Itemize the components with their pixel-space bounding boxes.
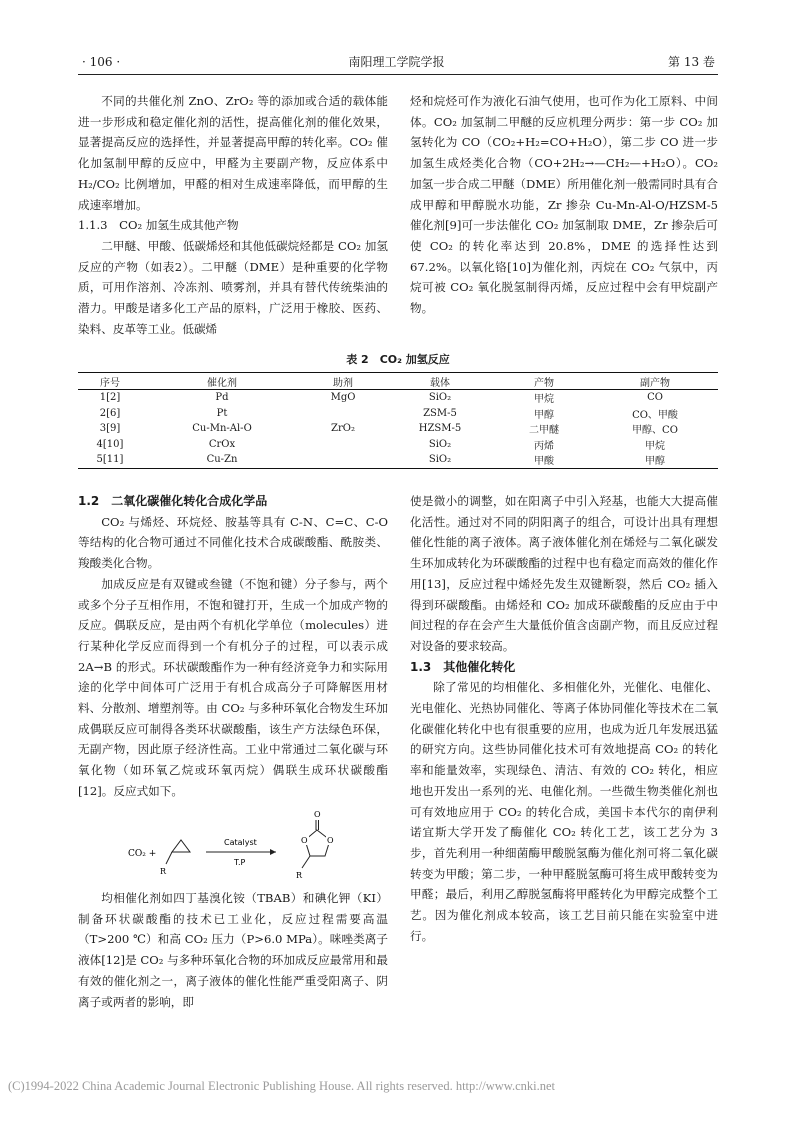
paragraph: 加成反应是有双键或叁键（不饱和键）分子参与，两个或多个分子互相作用，不饱和键打开，生成一个加成产物的反应。偶联反应，是由两个有机化学单位（molecules）进行某种化学反应而得到一个有机分子的过程，可以表示成 2A→B 的形式。环状碳酸酯作为一种有经济竞争力和实际用途的化学中间体可广泛用于有机合成高分子可降解医用材料、分散剂、增塑剂等。由 CO₂ 与多种环氧化合物发生环加成偶联反应可制得各类环状碳酸酯，该生产方法绿色环保，无副产物，因此原子经济性高。工业中常通过二氧化碳与环氧化物（如环氧乙烷或环氧丙烷）偶联生成环状碳酸酯[12]。反应式如下。: [78, 576, 388, 798]
column-header: 助剂: [302, 373, 384, 390]
header-rule: [78, 74, 718, 75]
table-cell: 丙烯: [534, 440, 554, 452]
volume-label: 第 13 卷: [668, 55, 715, 69]
epoxide-r-label: R: [160, 867, 167, 876]
table-cell: 甲醇: [534, 409, 554, 421]
catalyst-label: Catalyst: [224, 838, 257, 847]
column-header: 序号: [78, 373, 142, 390]
carbonate-r-label: R: [296, 871, 303, 880]
table-cell: SiO₂: [428, 392, 452, 404]
table-cell: [302, 452, 384, 468]
table-cell: Cu-Zn: [142, 452, 302, 468]
epoxide-r-bond: [166, 852, 172, 864]
table-cell: CO、甲酸: [632, 409, 678, 421]
table-cell: 甲酸: [496, 452, 592, 468]
right-column-bottom: [410, 491, 718, 946]
table-cell: SiO₂: [428, 438, 452, 450]
paragraph: 烃和烷烃可作为液化石油气使用，也可作为化工原料、中间体。CO₂ 加氢制二甲醚的反应机理分两步：第一步 CO₂ 加氢转化为 CO（CO₂+H₂=CO+H₂O），第二步 CO 进一步加氢生成烃类化合物（CO+2H₂→—CH₂—+H₂O）。CO₂ 加氢一步合成二甲醚（DME）所用催化剂一般需同时具有合成甲醇和甲醇脱水功能，Zr 掺杂 Cu-Mn-Al-O/HZSM-5 催化剂[9]可一步法催化 CO₂ 加氢制取 DME，Zr 掺杂后可使 CO₂ 的转化率达到 20.8%，DME 的选择性达到 67.2%。以氧化铬[10]为催化剂，丙烷在 CO₂ 气氛中，丙烷可被 CO₂ 氧化脱氢制得丙烯，反应过程中会有甲烷副产物。: [410, 94, 718, 316]
left-column-bottom: [78, 491, 388, 802]
table-cell: 5[11]: [78, 452, 142, 468]
column-header: 产物: [496, 373, 592, 390]
ring-oxygen-left: O: [301, 836, 308, 845]
table-cell: [302, 406, 384, 422]
table-cell: 1[2]: [99, 392, 121, 404]
table-row: [78, 421, 718, 437]
table-cell: ZrO₂: [331, 423, 355, 435]
table-row: [78, 406, 718, 422]
table-cell: 4[10]: [96, 438, 124, 450]
section-heading-1-1-3: 1.1.3 CO₂ 加氢生成其他产物: [78, 218, 239, 233]
table-row: [78, 437, 718, 453]
conditions-label: T.P: [234, 858, 246, 867]
column-header: 载体: [384, 373, 496, 390]
table-cell: ZSM-5: [423, 407, 457, 419]
paragraph: 均相催化剂如四丁基溴化铵（TBAB）和碘化钾（KI）制备环状碳酸酯的技术已工业化，反应过程需要高温（T>200 ℃）和高 CO₂ 压力（P>6.0 MPa）。咪唑类离子液体[12]是 CO₂ 与多种环氧化合物的环加成反应最常用和最有效的催化剂之一，离子液体的催化性能严重受阳离子、阴离子或两者的影响，即: [78, 891, 388, 1009]
column-header: 副产物: [592, 373, 718, 390]
data-table: [78, 372, 718, 469]
table-cell: MgO: [330, 392, 356, 404]
page-number: · 106 ·: [82, 55, 121, 69]
right-column-top: [410, 91, 718, 319]
table-cell: HZSM-5: [418, 423, 462, 435]
reaction-arrowhead: [270, 849, 276, 855]
carbonyl-oxygen: O: [314, 810, 321, 819]
left-column-tail: [78, 888, 388, 1012]
carbonate-r-bond: [302, 856, 310, 868]
section-heading-1-2: 1.2 二氧化碳催化转化合成化学品: [78, 494, 268, 508]
table-cell: 甲烷: [645, 440, 665, 452]
table-cell: 甲醇、CO: [632, 425, 678, 437]
table-cell: 3[9]: [99, 423, 121, 435]
paragraph: 使是微小的调整，如在阳离子中引入羟基，也能大大提高催化活性。通过对不同的阴阳离子的组合，可设计出具有理想催化性能的离子液体。离子液体催化剂在烯烃与二氧化碳发生环加成转化为环碳酸酯的过程中也有稳定而高效的催化作用[13]，反应过程中烯烃先发生双键断裂，然后 CO₂ 插入得到环碳酸酯。由烯烃和 CO₂ 加成环碳酸酯的反应由于中间过程的存在会产生大量低价值含卤副产物，而且反应过程对设备的要求较高。: [410, 494, 718, 653]
journal-title: 南阳理工学院学报: [348, 55, 445, 69]
paragraph: 二甲醚、甲酸、低碳烯烃和其他低碳烷烃都是 CO₂ 加氢反应的产物（如表2）。二甲醚（DME）是种重要的化学物质，可用作溶剂、冷冻剂、喷雾剂，并具有替代传统柴油的潜力。甲酸是诸多化工产品的原料，广泛用于橡胶、医药、染料、皮革等工业。低碳烯: [78, 238, 388, 336]
table-cell: CrOx: [208, 438, 236, 450]
section-heading-1-3: 1.3 其他催化转化: [410, 659, 516, 674]
table-caption: 表 2 CO₂ 加氢反应: [346, 353, 450, 366]
column-header: 催化剂: [142, 373, 302, 390]
table-cell: [302, 437, 384, 453]
table-cell: 2[6]: [99, 407, 121, 419]
paragraph: 除了常见的均相催化、多相催化外，光催化、电催化、光电催化、光热协同催化、等离子体协同催化等技术在二氧化碳催化转化中也有很重要的应用，也成为近几年发展迅猛的研究方向。这些协同催化技术可有效地提高 CO₂ 的转化率和能量效率，实现绿色、清洁、有效的 CO₂ 转化，相应地也开发出一系列的光、电催化剂。一些微生物类催化剂也可有效地应用于 CO₂ 的转化合成，美国卡本代尔的南伊利诺宜斯大学开发了酶催化 CO₂ 转化工艺，该工艺分为 3 步，首先利用一种细菌酶甲酸脱氢酶为催化剂可将二氧化碳转变为甲酸；第二步，一种甲醛脱氢酶可将生成甲酸转变为甲醛；最后，利用乙醇脱氢酶将甲醛转化为甲醇完成整个工艺。因为催化剂成本较高，该工艺目前只能在实验室中进行。: [410, 680, 718, 943]
table-row: [78, 452, 718, 468]
table-header-row: [78, 373, 718, 390]
reaction-scheme: [120, 808, 380, 886]
co2-reactant-label: CO₂ +: [128, 849, 157, 859]
table-cell: Cu-Mn-Al-O: [192, 423, 252, 435]
table-cell: 二甲醚: [529, 425, 559, 437]
table-cell: 甲醇: [592, 452, 718, 468]
table-cell: Pt: [216, 407, 228, 419]
left-column-top: [78, 91, 388, 339]
paragraph: 不同的共催化剂 ZnO、ZrO₂ 等的添加或合适的载体能进一步形成和稳定催化剂的活性，提高催化剂的催化效果，显著提高反应的选择性，并显著提高甲醇的转化率。CO₂ 催化加氢制甲醇的反应中，甲醛为主要副产物，反应体系中 H₂/CO₂ 比例增加，甲醛的相对生成速率降低，而甲醇的生成速率增加。: [78, 94, 388, 212]
table-cell: Pd: [215, 392, 229, 404]
table-cell: SiO₂: [384, 452, 496, 468]
table-cell: CO: [647, 392, 663, 404]
ring-oxygen-right: O: [327, 836, 334, 845]
table-cell: 甲烷: [534, 394, 554, 406]
epoxide-ring: [172, 840, 190, 852]
paragraph: CO₂ 与烯烃、环烷烃、胺基等具有 C-N、C=C、C-O 等结构的化合物可通过不同催化技术合成碳酸酯、酰胺类、羧酸类化合物。: [78, 514, 388, 571]
copyright-footer: (C)1994-2022 China Academic Journal Electronic Publishing House. All rights reserved. http://www.cnki.net: [8, 1079, 556, 1093]
table-row: [78, 390, 718, 406]
